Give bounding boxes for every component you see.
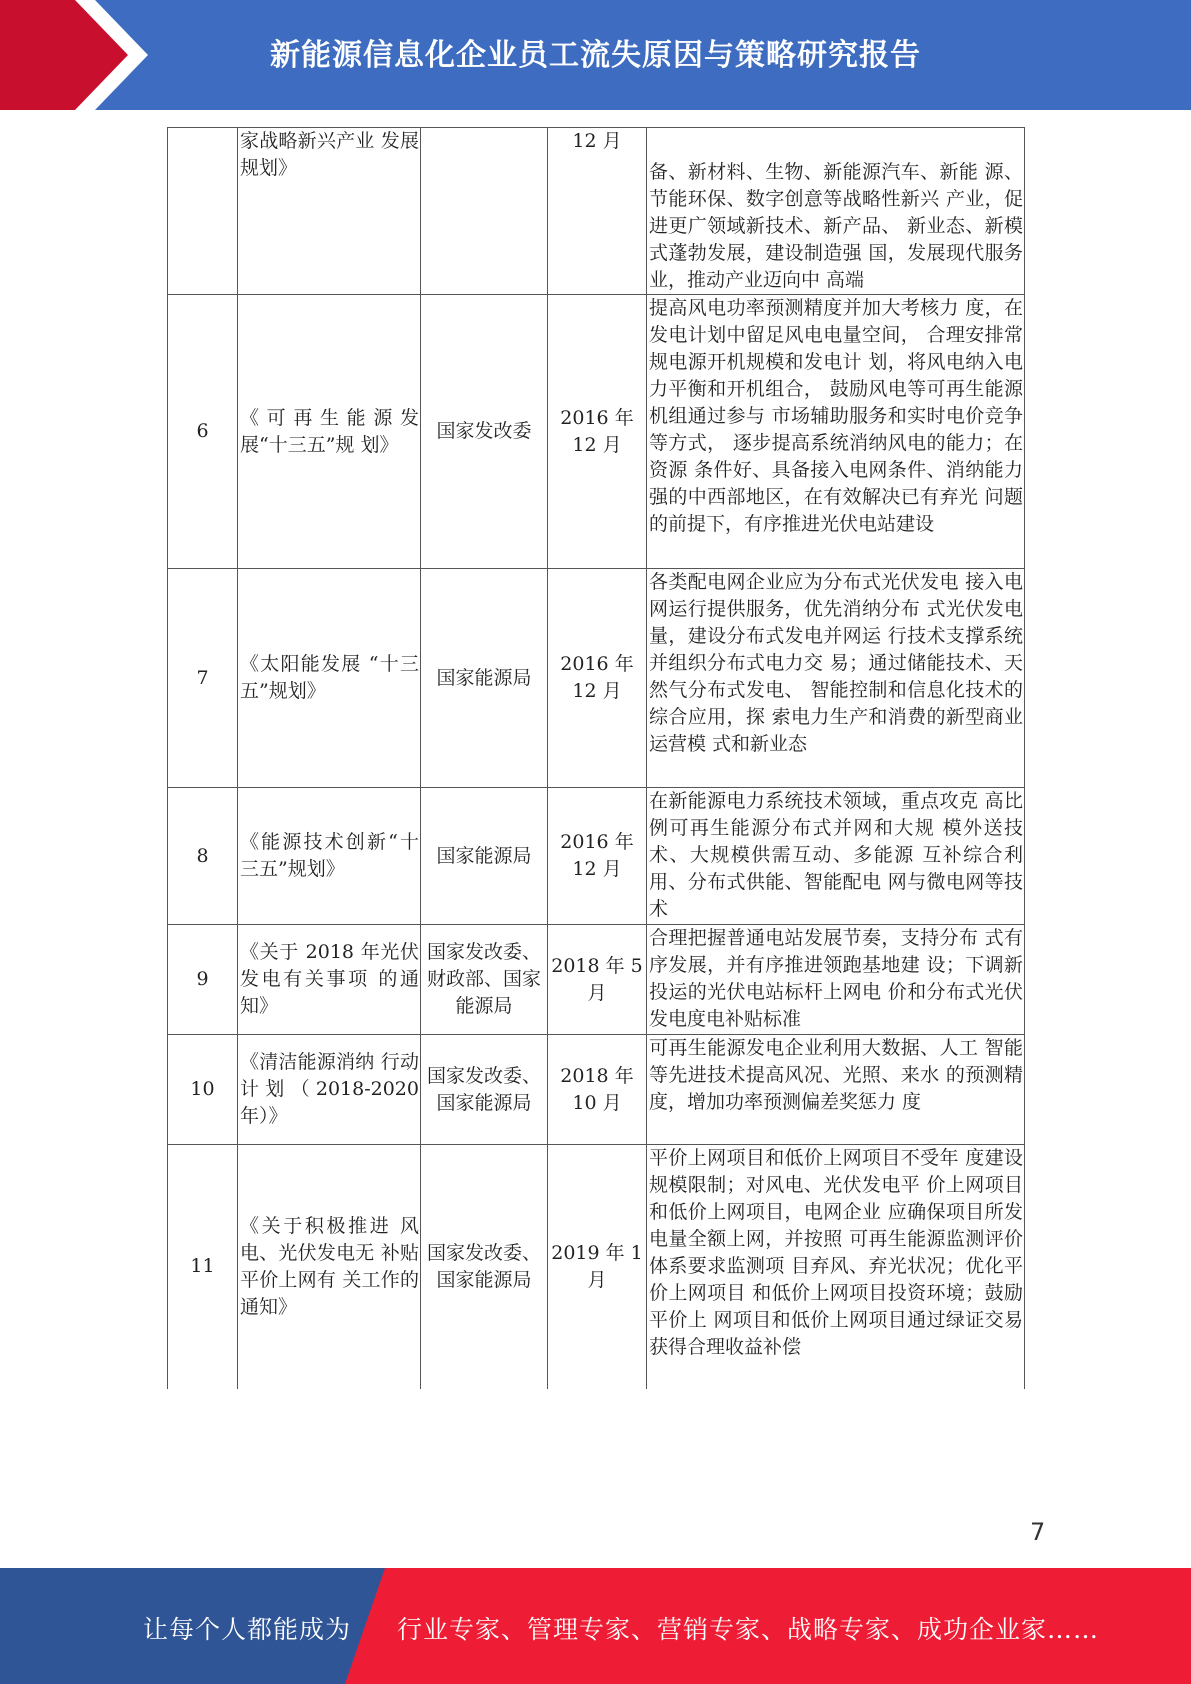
table-row (168, 1035, 1025, 1145)
policy-name: 家战略新兴产业 发展规划》 (238, 128, 421, 295)
table-row (168, 295, 1025, 569)
row-number (168, 128, 238, 295)
row-number: 6 (168, 295, 238, 569)
table-row (168, 128, 1025, 295)
header-title: 新能源信息化企业员工流失原因与策略研究报告 (270, 38, 921, 73)
issue-date: 2016 年 12 月 (548, 788, 647, 925)
table-row (168, 569, 1025, 788)
footer-slogan-right: 行业专家、管理专家、营销专家、战略专家、成功企业家…… (397, 1615, 1100, 1644)
issuing-org: 国家发改委、国家能源局 (421, 1145, 548, 1389)
policy-name: 《太阳能发展 “十三五”规划》 (238, 569, 421, 788)
issuing-org: 国家发改委、国家能源局 (421, 1035, 548, 1145)
policy-name: 《关于 2018 年光伏发电有关事项 的通知》 (238, 925, 421, 1035)
policy-content: 提高风电功率预测精度并加大考核力 度，在发电计划中留足风电电量空间， 合理安排常规电源开机规模和发电计 划，将风电纳入电力平衡和开机组合， 鼓励风电等可再生能源机组通过参与 市场辅助服务和实时电价竞争等方式， 逐步提高系统消纳风电的能力；在资源 条件好、具备接入电网条件、消纳能力 强的中西部地区，在有效解决已有弃光 问题的前提下，有序推进光伏电站建设 (647, 295, 1025, 569)
page-header (0, 0, 1191, 110)
policy-content: 各类配电网企业应为分布式光伏发电 接入电网运行提供服务，优先消纳分布 式光伏发电量，建设分布式发电并网运 行技术支撑系统并组织分布式电力交 易；通过储能技术、天然气分布式发电、 智能控制和信息化技术的综合应用，探 索电力生产和消费的新型商业运营模 式和新业态 (647, 569, 1025, 788)
policy-content: 备、新材料、生物、新能源汽车、新能 源、节能环保、数字创意等战略性新兴 产业，促进更广领域新技术、新产品、 新业态、新模式蓬勃发展，建设制造强 国，发展现代服务业，推动产业迈向中 高端 (647, 128, 1025, 295)
policy-table-container (167, 127, 1024, 1389)
issue-date: 12 月 (548, 128, 647, 295)
row-number: 7 (168, 569, 238, 788)
policy-content: 可再生能源发电企业利用大数据、人工 智能等先进技术提高风况、光照、来水 的预测精度，增加功率预测偏差奖惩力 度 (647, 1035, 1025, 1145)
issuing-org: 国家能源局 (421, 569, 548, 788)
policy-content: 合理把握普通电站发展节奏，支持分布 式有序发展，并有序推进领跑基地建 设；下调新投运的光伏电站标杆上网电 价和分布式光伏发电度电补贴标准 (647, 925, 1025, 1035)
issuing-org: 国家发改委 (421, 295, 548, 569)
row-number: 9 (168, 925, 238, 1035)
issue-date: 2018 年 10 月 (548, 1035, 647, 1145)
policy-table (167, 127, 1025, 1389)
policy-content: 在新能源电力系统技术领域，重点攻克 高比例可再生能源分布式并网和大规 模外送技术、大规模供需互动、多能源 互补综合利用、分布式供能、智能配电 网与微电网等技术 (647, 788, 1025, 925)
issuing-org (421, 128, 548, 295)
issuing-org: 国家发改委、财政部、国家能源局 (421, 925, 548, 1035)
row-number: 11 (168, 1145, 238, 1389)
issue-date: 2016 年 12 月 (548, 569, 647, 788)
page-footer (0, 1568, 1191, 1684)
row-number: 10 (168, 1035, 238, 1145)
policy-name: 《可再生能源发 展“十三五”规 划》 (238, 295, 421, 569)
table-row (168, 788, 1025, 925)
policy-name: 《关于积极推进 风电、光伏发电无 补贴平价上网有 关工作的通知》 (238, 1145, 421, 1389)
issue-date: 2016 年 12 月 (548, 295, 647, 569)
page-number: 7 (1030, 1518, 1046, 1546)
policy-name: 《能源技术创新“十三五”规划》 (238, 788, 421, 925)
issue-date: 2019 年 1 月 (548, 1145, 647, 1389)
policy-name: 《清洁能源消纳 行动计划（2018-2020 年）》 (238, 1035, 421, 1145)
issuing-org: 国家能源局 (421, 788, 548, 925)
policy-content: 平价上网项目和低价上网项目不受年 度建设规模限制；对风电、光伏发电平 价上网项目和低价上网项目，电网企业 应确保项目所发电量全额上网，并按照 可再生能源监测评价体系要求监测项 目弃风、弃光状况；优化平价上网项目 和低价上网项目投资环境；鼓励平价上 网项目和低价上网项目通过绿证交易 获得合理收益补偿 (647, 1145, 1025, 1389)
footer-slogan-left: 让每个人都能成为 (143, 1615, 352, 1644)
issue-date: 2018 年 5 月 (548, 925, 647, 1035)
table-row (168, 1145, 1025, 1389)
table-row (168, 925, 1025, 1035)
row-number: 8 (168, 788, 238, 925)
